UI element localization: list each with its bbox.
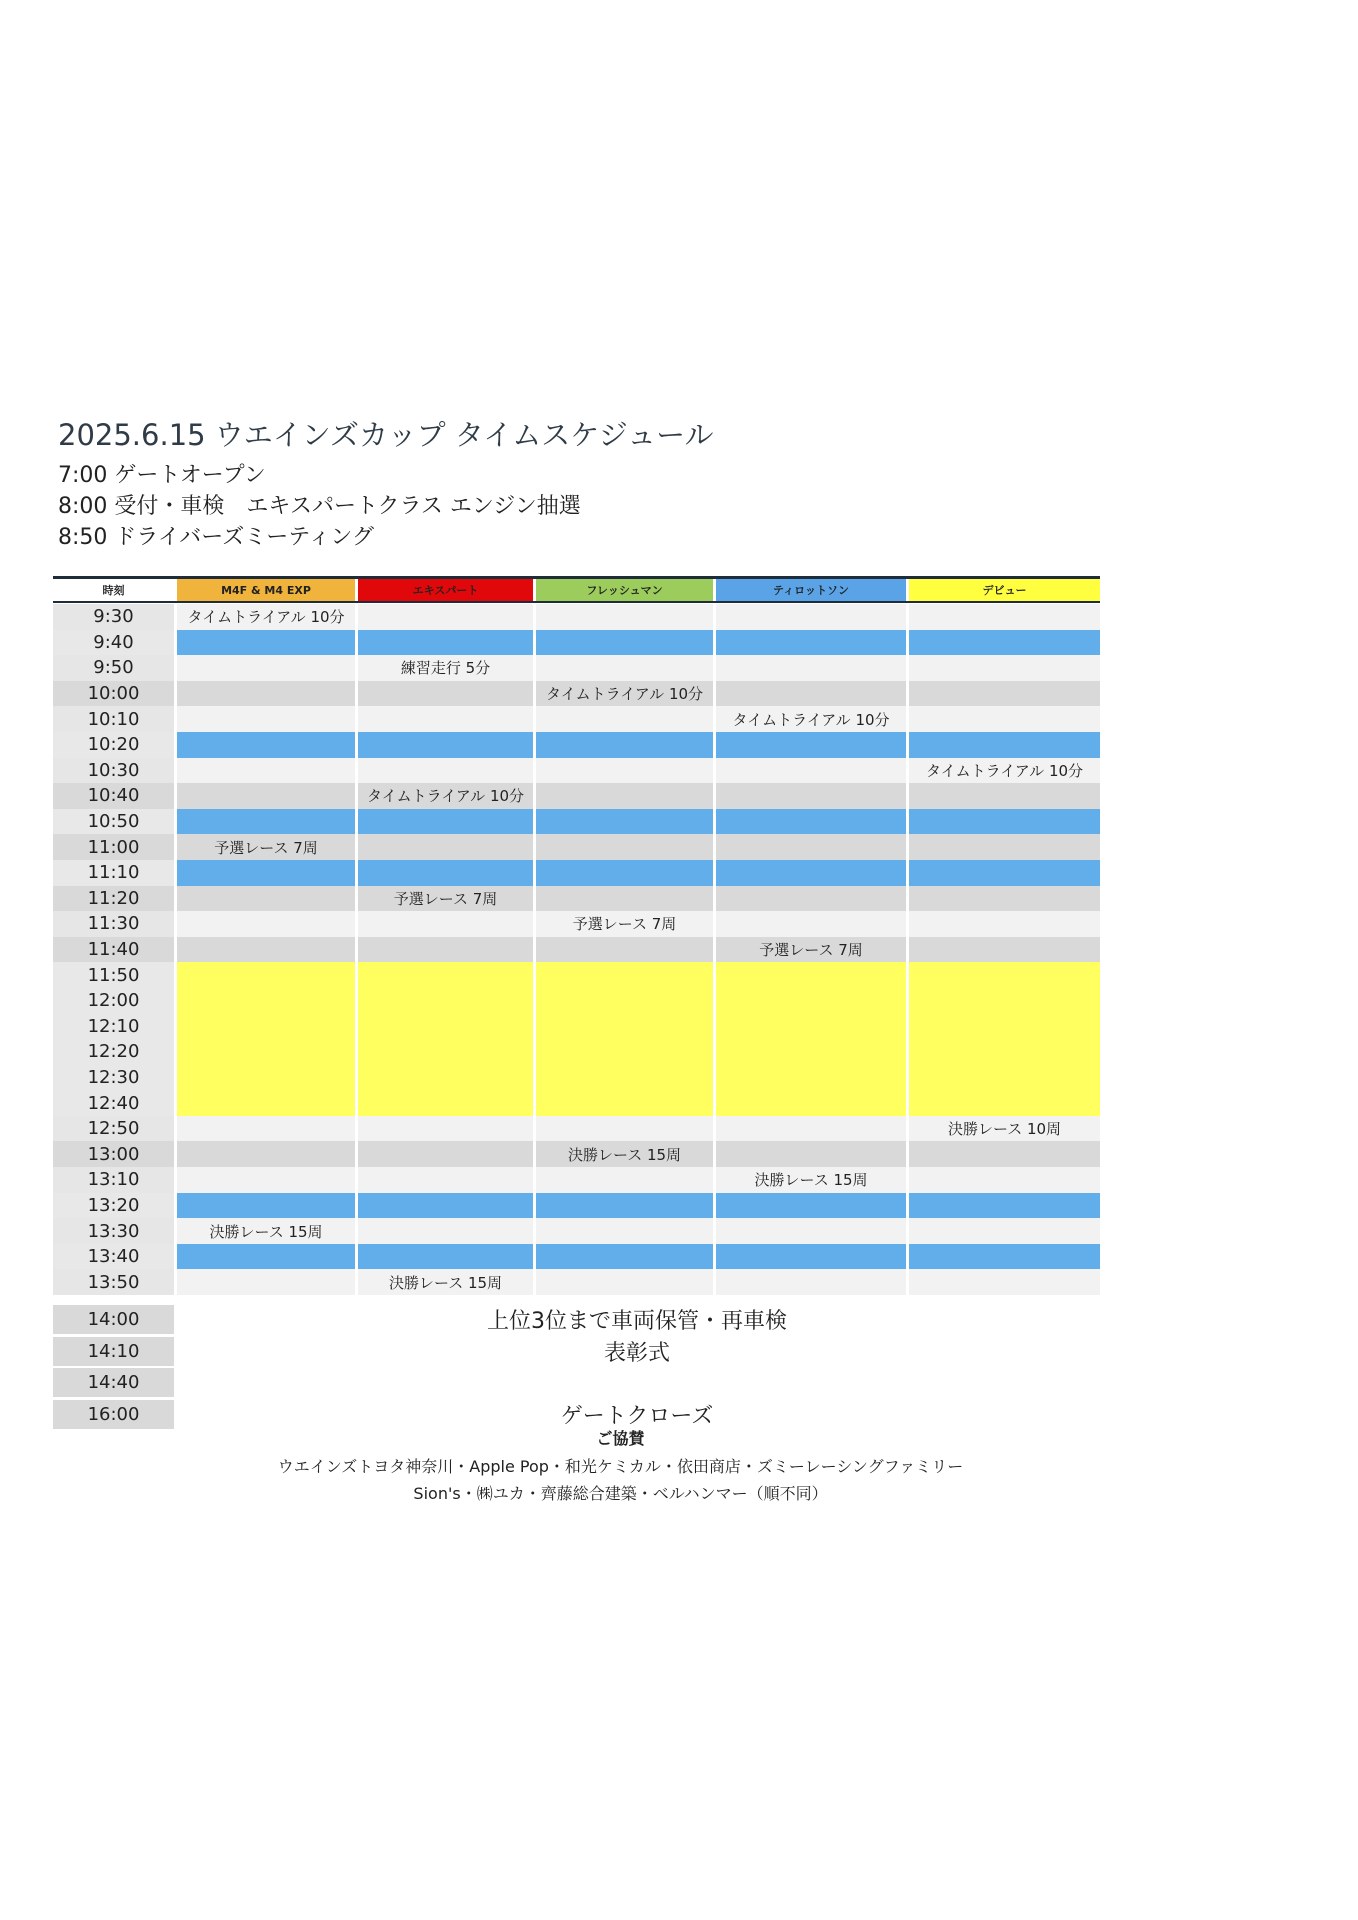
schedule-cell: [174, 911, 355, 937]
time-cell: 12:10: [53, 1014, 174, 1040]
schedule-cell: [355, 681, 533, 707]
schedule-cell: [174, 937, 355, 963]
sponsors-line: ウエインズトヨタ神奈川・Apple Pop・和光ケミカル・依田商店・ズミーレーシングファミリー: [277, 1457, 964, 1476]
schedule-cell: [355, 758, 533, 784]
schedule-cell: [174, 758, 355, 784]
schedule-cell: [713, 809, 906, 835]
schedule-cell: [713, 1269, 906, 1295]
schedule-cell: [533, 1014, 713, 1040]
time-cell: 13:30: [53, 1218, 174, 1244]
schedule-cell: [533, 655, 713, 681]
schedule-cell: [174, 860, 355, 886]
time-cell: 11:00: [53, 834, 174, 860]
schedule-cell: [174, 1116, 355, 1142]
schedule-cell: [533, 834, 713, 860]
table-row: [53, 758, 1100, 784]
schedule-cell: [713, 1193, 906, 1219]
schedule-cell: [355, 988, 533, 1014]
schedule-cell: [174, 886, 355, 912]
time-cell: 11:10: [53, 860, 174, 886]
table-row: [53, 783, 1100, 809]
schedule-cell: [906, 962, 1100, 988]
schedule-cell: [533, 1269, 713, 1295]
schedule-cell: タイムトライアル 10分: [713, 706, 906, 732]
schedule-cell: [174, 1167, 355, 1193]
schedule-cell: 決勝レース 15周: [533, 1141, 713, 1167]
schedule-cell: [533, 1065, 713, 1091]
schedule-cell: 決勝レース 15周: [713, 1167, 906, 1193]
schedule-cell: 練習走行 5分: [355, 655, 533, 681]
schedule-cell: [355, 1218, 533, 1244]
schedule-cell: [355, 604, 533, 630]
time-cell: 13:40: [53, 1244, 174, 1270]
time-cell: 9:30: [53, 604, 174, 630]
schedule-cell: [906, 860, 1100, 886]
table-row: [53, 706, 1100, 732]
schedule-cell: [533, 706, 713, 732]
schedule-cell: [906, 1244, 1100, 1270]
time-cell: 12:40: [53, 1090, 174, 1116]
schedule-cell: [906, 809, 1100, 835]
table-row: [53, 604, 1100, 630]
schedule-cell: [906, 1039, 1100, 1065]
schedule-cell: [533, 604, 713, 630]
schedule-cell: [713, 1090, 906, 1116]
schedule-cell: [906, 1090, 1100, 1116]
schedule-cell: 予選レース 7周: [713, 937, 906, 963]
table-row: [53, 1218, 1100, 1244]
schedule-cell: [533, 1193, 713, 1219]
time-cell: 14:10: [53, 1337, 174, 1366]
time-cell: 9:40: [53, 630, 174, 656]
schedule-cell: [174, 809, 355, 835]
schedule-cell: [713, 783, 906, 809]
schedule-cell: [533, 1039, 713, 1065]
time-cell: 13:50: [53, 1269, 174, 1295]
schedule-cell: [906, 655, 1100, 681]
schedule-cell: [906, 1218, 1100, 1244]
schedule-cell: [355, 937, 533, 963]
schedule-cell: [713, 860, 906, 886]
schedule-cell: [906, 911, 1100, 937]
sponsors: [53, 1426, 1188, 1507]
schedule-cell: [713, 604, 906, 630]
schedule-cell: [713, 1039, 906, 1065]
table-row: [53, 988, 1100, 1014]
column-header-time: 時刻: [53, 579, 174, 601]
schedule-cell: [355, 706, 533, 732]
time-cell: 11:40: [53, 937, 174, 963]
schedule-cell: 決勝レース 15周: [174, 1218, 355, 1244]
post-event-row: [53, 1304, 1100, 1336]
table-row: [53, 834, 1100, 860]
schedule-cell: 予選レース 7周: [174, 834, 355, 860]
schedule-cell: [533, 937, 713, 963]
schedule-cell: [906, 1193, 1100, 1219]
schedule-cell: [174, 783, 355, 809]
schedule-cell: [355, 1065, 533, 1091]
time-cell: 11:50: [53, 962, 174, 988]
schedule-cell: [533, 809, 713, 835]
schedule-cell: [906, 604, 1100, 630]
schedule-cell: [906, 1014, 1100, 1040]
schedule-cell: [174, 1141, 355, 1167]
time-cell: 10:20: [53, 732, 174, 758]
schedule-cell: [174, 1244, 355, 1270]
time-cell: 14:40: [53, 1368, 174, 1397]
schedule-header: [58, 413, 714, 553]
table-row: [53, 911, 1100, 937]
schedule-cell: [174, 655, 355, 681]
column-header-expert: エキスパート: [355, 579, 533, 601]
table-row: [53, 1244, 1100, 1270]
schedule-cell: [713, 1218, 906, 1244]
sponsors-title: ご協賛: [596, 1429, 645, 1448]
table-row: [53, 809, 1100, 835]
schedule-cell: [906, 1065, 1100, 1091]
time-cell: 10:10: [53, 706, 174, 732]
table-header: [53, 579, 1100, 601]
schedule-cell: [174, 988, 355, 1014]
schedule-cell: [355, 732, 533, 758]
schedule-cell: [713, 655, 906, 681]
schedule-cell: [713, 1014, 906, 1040]
schedule-cell: [355, 911, 533, 937]
table-row: [53, 1039, 1100, 1065]
schedule-cell: [174, 706, 355, 732]
schedule-cell: [174, 1039, 355, 1065]
schedule-cell: タイムトライアル 10分: [355, 783, 533, 809]
column-header-m4f: M4F & M4 EXP: [174, 579, 355, 601]
schedule-cell: [174, 1065, 355, 1091]
table-header-rule: [53, 601, 1100, 603]
schedule-cell: [906, 937, 1100, 963]
pre-event-reception: 8:00 受付・車検 エキスパートクラス エンジン抽選: [58, 494, 581, 519]
schedule-cell: [533, 860, 713, 886]
schedule-cell: [713, 911, 906, 937]
schedule-cell: [713, 732, 906, 758]
schedule-cell: [355, 834, 533, 860]
schedule-cell: [533, 1090, 713, 1116]
schedule-cell: [533, 886, 713, 912]
table-row: [53, 962, 1100, 988]
schedule-cell: [355, 1167, 533, 1193]
column-header-debut: デビュー: [906, 579, 1100, 601]
time-cell: 9:50: [53, 655, 174, 681]
schedule-cell: [533, 1244, 713, 1270]
schedule-cell: [713, 758, 906, 784]
schedule-cell: [906, 1167, 1100, 1193]
schedule-cell: [713, 1065, 906, 1091]
schedule-cell: [174, 1014, 355, 1040]
post-events: [53, 1304, 1100, 1430]
schedule-cell: [355, 1193, 533, 1219]
schedule-cell: タイムトライアル 10分: [906, 758, 1100, 784]
table-row: [53, 1014, 1100, 1040]
table-row: [53, 732, 1100, 758]
schedule-cell: [174, 962, 355, 988]
schedule-cell: [355, 630, 533, 656]
schedule-cell: タイムトライアル 10分: [533, 681, 713, 707]
schedule-cell: [906, 732, 1100, 758]
schedule-cell: [713, 1141, 906, 1167]
schedule-table: [53, 576, 1100, 1295]
time-cell: 12:00: [53, 988, 174, 1014]
schedule-cell: [533, 783, 713, 809]
schedule-cell: [906, 783, 1100, 809]
table-row: [53, 1193, 1100, 1219]
schedule-cell: [533, 1116, 713, 1142]
table-row: [53, 1090, 1100, 1116]
time-cell: 12:20: [53, 1039, 174, 1065]
time-cell: 13:00: [53, 1141, 174, 1167]
table-row: [53, 681, 1100, 707]
time-cell: 10:30: [53, 758, 174, 784]
schedule-cell: [906, 886, 1100, 912]
schedule-cell: [533, 1167, 713, 1193]
schedule-cell: [533, 630, 713, 656]
schedule-cell: [713, 988, 906, 1014]
time-cell: 14:00: [53, 1305, 174, 1334]
schedule-cell: [713, 1244, 906, 1270]
table-row: [53, 886, 1100, 912]
post-event-row: [53, 1367, 1100, 1399]
schedule-cell: [906, 630, 1100, 656]
schedule-cell: [355, 1244, 533, 1270]
schedule-cell: [713, 1116, 906, 1142]
table-row: [53, 655, 1100, 681]
table-row: [53, 1141, 1100, 1167]
post-event-text: 上位3位まで車両保管・再車検: [487, 1309, 787, 1335]
time-cell: 13:20: [53, 1193, 174, 1219]
schedule-cell: 予選レース 7周: [355, 886, 533, 912]
schedule-cell: 予選レース 7周: [533, 911, 713, 937]
schedule-cell: [713, 834, 906, 860]
schedule-cell: [355, 1090, 533, 1116]
schedule-cell: [174, 1269, 355, 1295]
table-row: [53, 937, 1100, 963]
schedule-cell: [174, 681, 355, 707]
schedule-cell: [713, 630, 906, 656]
schedule-cell: [174, 1193, 355, 1219]
post-event-text: ゲートクローズ: [560, 1403, 714, 1429]
schedule-cell: [355, 1141, 533, 1167]
time-cell: 16:00: [53, 1400, 174, 1429]
time-cell: 13:10: [53, 1167, 174, 1193]
schedule-cell: [174, 732, 355, 758]
schedule-cell: [533, 1218, 713, 1244]
table-row: [53, 1116, 1100, 1142]
schedule-cell: [355, 1116, 533, 1142]
table-body: [53, 604, 1100, 1295]
schedule-cell: [906, 988, 1100, 1014]
time-cell: 11:30: [53, 911, 174, 937]
schedule-cell: [713, 886, 906, 912]
schedule-cell: [174, 630, 355, 656]
schedule-cell: [906, 706, 1100, 732]
column-header-freshman: フレッシュマン: [533, 579, 713, 601]
table-row: [53, 860, 1100, 886]
schedule-cell: [174, 1090, 355, 1116]
schedule-cell: [355, 1039, 533, 1065]
schedule-cell: [355, 809, 533, 835]
schedule-cell: [906, 834, 1100, 860]
time-cell: 12:30: [53, 1065, 174, 1091]
column-header-tillotson: ティロットソン: [713, 579, 906, 601]
schedule-cell: [713, 962, 906, 988]
pre-event-gate-open: 7:00 ゲートオープン: [58, 463, 266, 488]
schedule-cell: [713, 681, 906, 707]
schedule-cell: [906, 1141, 1100, 1167]
schedule-cell: [533, 732, 713, 758]
time-cell: 10:40: [53, 783, 174, 809]
schedule-cell: [533, 988, 713, 1014]
schedule-cell: [533, 758, 713, 784]
schedule-cell: [355, 860, 533, 886]
schedule-cell: [355, 1014, 533, 1040]
post-event-row: [53, 1336, 1100, 1368]
sponsors-line: Sion's・㈱ユカ・齊藤総合建築・ベルハンマー（順不同）: [413, 1484, 828, 1503]
table-row: [53, 1065, 1100, 1091]
schedule-cell: 決勝レース 10周: [906, 1116, 1100, 1142]
table-row: [53, 1269, 1100, 1295]
table-row: [53, 630, 1100, 656]
schedule-cell: タイムトライアル 10分: [174, 604, 355, 630]
page-title: 2025.6.15 ウエインズカップ タイムスケジュール: [58, 418, 714, 452]
time-cell: 12:50: [53, 1116, 174, 1142]
pre-event-meeting: 8:50 ドライバーズミーティング: [58, 525, 374, 550]
schedule-cell: [533, 962, 713, 988]
time-cell: 10:00: [53, 681, 174, 707]
schedule-cell: [906, 1269, 1100, 1295]
schedule-cell: [906, 681, 1100, 707]
schedule-cell: [355, 962, 533, 988]
time-cell: 10:50: [53, 809, 174, 835]
time-cell: 11:20: [53, 886, 174, 912]
table-row: [53, 1167, 1100, 1193]
schedule-cell: 決勝レース 15周: [355, 1269, 533, 1295]
post-event-text: 表彰式: [603, 1340, 670, 1366]
